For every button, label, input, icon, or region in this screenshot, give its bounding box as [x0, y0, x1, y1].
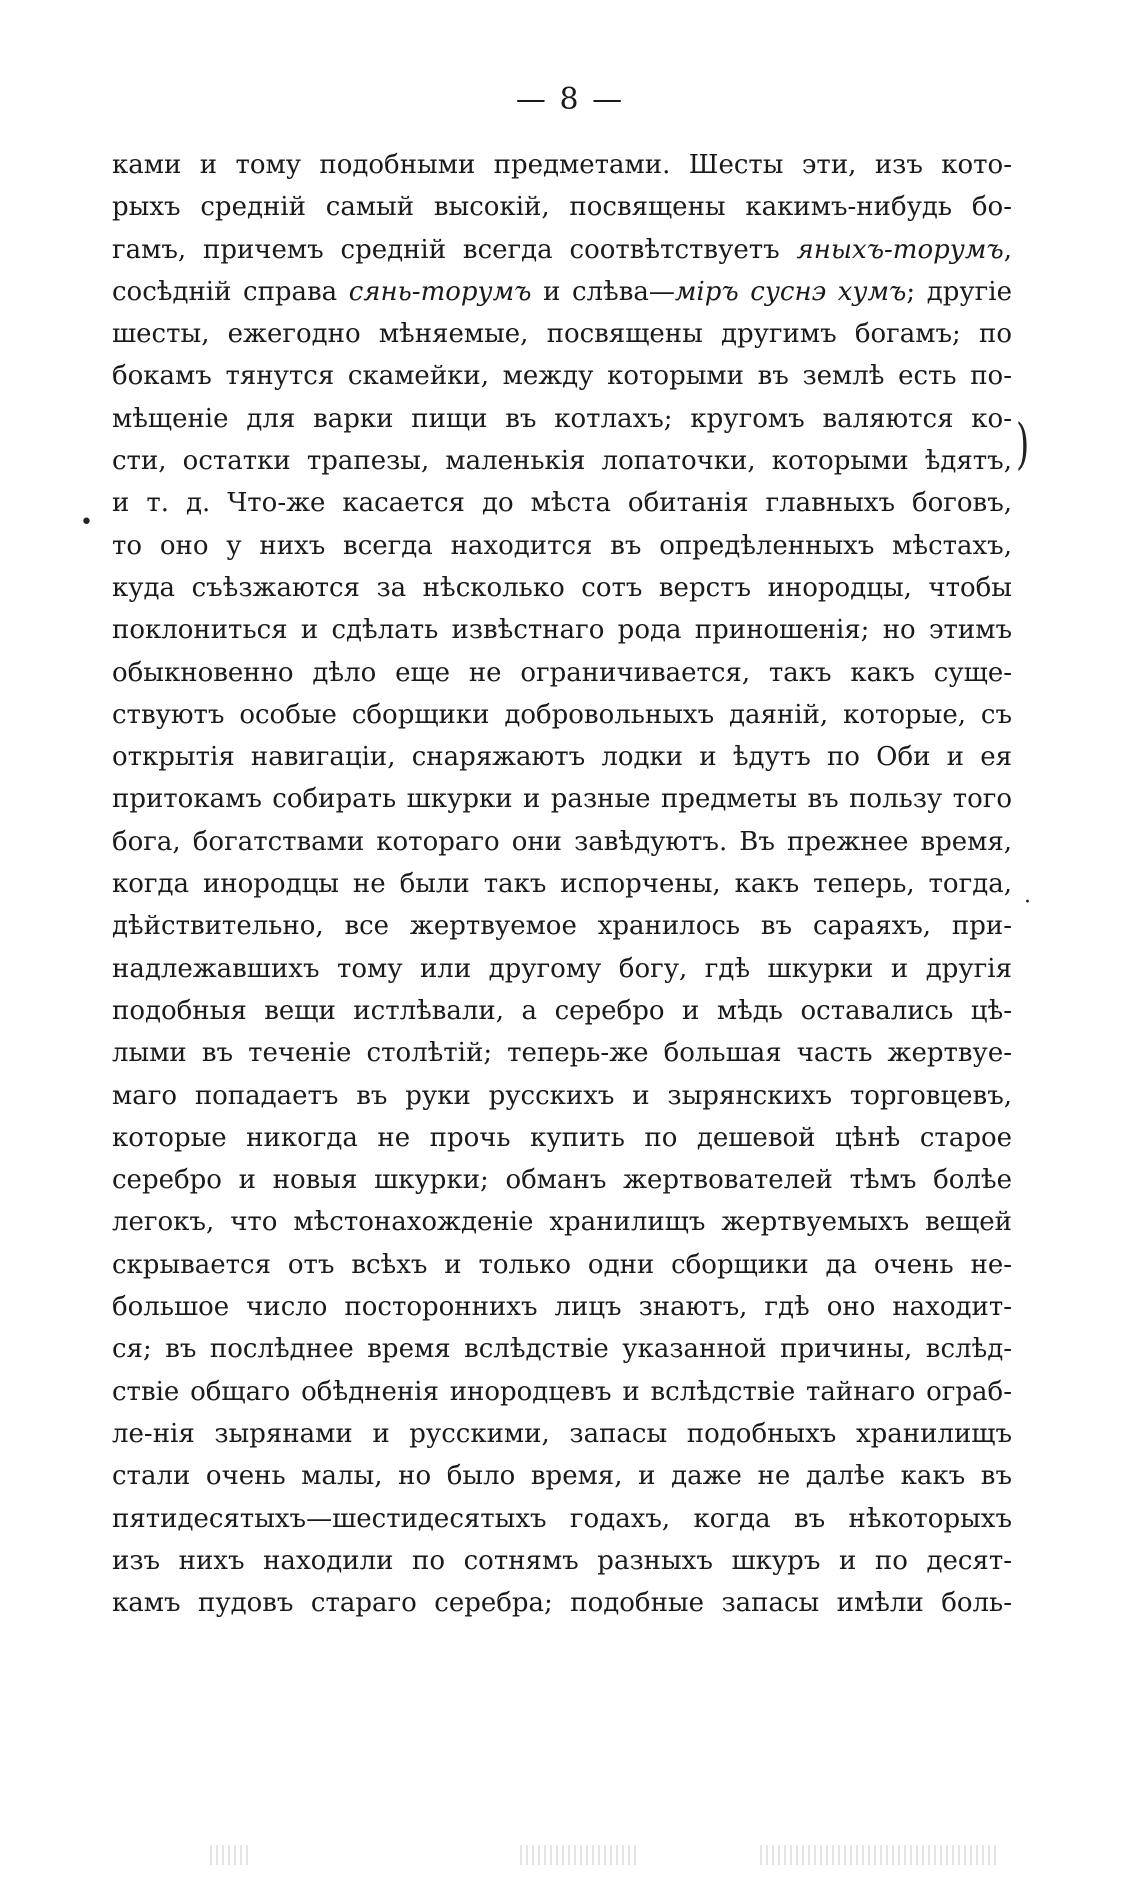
text-line: поклониться и сдѣлать извѣстнаго рода приношенія; но этимъ	[112, 615, 1012, 646]
text-line: подобныя вещи истлѣвали, а серебро и мѣдь оставались цѣ-	[112, 995, 1012, 1026]
text-line: стали очень малы, но было время, и даже не далѣе какъ въ	[112, 1461, 1012, 1492]
italic-term: яныхъ-торумъ	[796, 234, 1004, 265]
text-line: открытія навигаціи, снаряжаютъ лодки и ѣдутъ по Оби и ея	[112, 742, 1012, 773]
text-line: бокамъ тянутся скамейки, между которыми въ землѣ есть по-	[112, 361, 1012, 392]
scan-noise	[520, 1845, 640, 1865]
text-line: легокъ, что мѣстонахожденіе хранилищъ жертвуемыхъ вещей	[112, 1207, 1012, 1238]
text-line: сти, остатки трапезы, маленькія лопаточки, которыми ѣдятъ,	[112, 446, 1012, 477]
text-line: шесты, ежегодно мѣняемые, посвящены другимъ богамъ; по	[112, 319, 1012, 350]
text-line: скрывается отъ всѣхъ и только одни сборщики да очень не-	[112, 1249, 1012, 1280]
page-number: — 8 —	[515, 82, 625, 117]
text-line: ле-нія зырянами и русскими, запасы подобныхъ хранилищъ	[112, 1418, 1012, 1449]
text-line: пятидесятыхъ—шестидесятыхъ годахъ, когда въ нѣкоторыхъ	[112, 1503, 1012, 1534]
text-line: ствіе общаго обѣдненія инородцевъ и вслѣдствіе тайнаго ограб-	[112, 1376, 1012, 1407]
italic-term: сянь-торумъ	[348, 276, 532, 307]
text-line: камъ пудовъ стараго серебра; подобные запасы имѣли боль-	[112, 1588, 1012, 1619]
text-line: лыми въ теченіе столѣтій; теперь-же большая часть жертвуе-	[112, 1038, 1012, 1069]
text-line: сосѣдній справа сянь-торумъ и слѣва—міръ суснэ хумъ; другіе	[112, 276, 1012, 307]
text-line: ствуютъ особые сборщики добровольныхъ даяній, которые, съ	[112, 699, 1012, 730]
margin-bracket-mark: )	[1016, 413, 1030, 477]
italic-term: міръ суснэ хумъ	[674, 276, 907, 307]
text-line: большое число постороннихъ лицъ знаютъ, гдѣ оно находит-	[112, 1292, 1012, 1323]
text-line: ся; въ послѣднее время вслѣдствіе указанной причины, вслѣд-	[112, 1334, 1012, 1365]
text-line: маго попадаетъ въ руки русскихъ и зырянскихъ торговцевъ,	[112, 1080, 1012, 1111]
text-line: обыкновенно дѣло еще не ограничивается, такъ какъ суще-	[112, 657, 1012, 688]
body-text	[112, 144, 1012, 1624]
scan-noise	[210, 1845, 250, 1865]
text-line: гамъ, причемъ средній всегда соотвѣтствуетъ яныхъ-торумъ,	[112, 234, 1012, 265]
text-line: ками и тому подобными предметами. Шесты эти, изъ кото-	[112, 150, 1012, 180]
scan-noise	[760, 1845, 1000, 1865]
text-line: которые никогда не прочь купить по дешевой цѣнѣ старое	[112, 1122, 1012, 1153]
text-line: изъ нихъ находили по сотнямъ разныхъ шкуръ и по десят-	[112, 1545, 1012, 1576]
text-line: бога, богатствами котораго они завѣдуютъ. Въ прежнее время,	[112, 826, 1012, 857]
margin-dot-mark: ·	[1024, 890, 1031, 915]
text-line: мѣщеніе для варки пищи въ котлахъ; кругомъ валяются ко-	[112, 403, 1012, 434]
text-line: то оно у нихъ всегда находится въ опредѣленныхъ мѣстахъ,	[112, 530, 1012, 561]
text-line: серебро и новыя шкурки; обманъ жертвователей тѣмъ болѣе	[112, 1165, 1012, 1196]
text-line: куда съѣзжаются за нѣсколько сотъ верстъ инородцы, чтобы	[112, 572, 1012, 603]
text-line: надлежавшихъ тому или другому богу, гдѣ шкурки и другія	[112, 953, 1012, 984]
text-line: когда инородцы не были такъ испорчены, какъ теперь, тогда,	[112, 869, 1012, 900]
text-line: рыхъ средній самый высокій, посвящены какимъ-нибудь бо-	[112, 192, 1012, 223]
margin-dot-mark: •	[80, 510, 93, 535]
text-line: притокамъ собирать шкурки и разные предметы въ пользу того	[112, 784, 1012, 815]
text-line: дѣйствительно, все жертвуемое хранилось въ сараяхъ, при-	[112, 911, 1012, 942]
text-line: и т. д. Что-же касается до мѣста обитанія главныхъ боговъ,	[112, 488, 1012, 519]
